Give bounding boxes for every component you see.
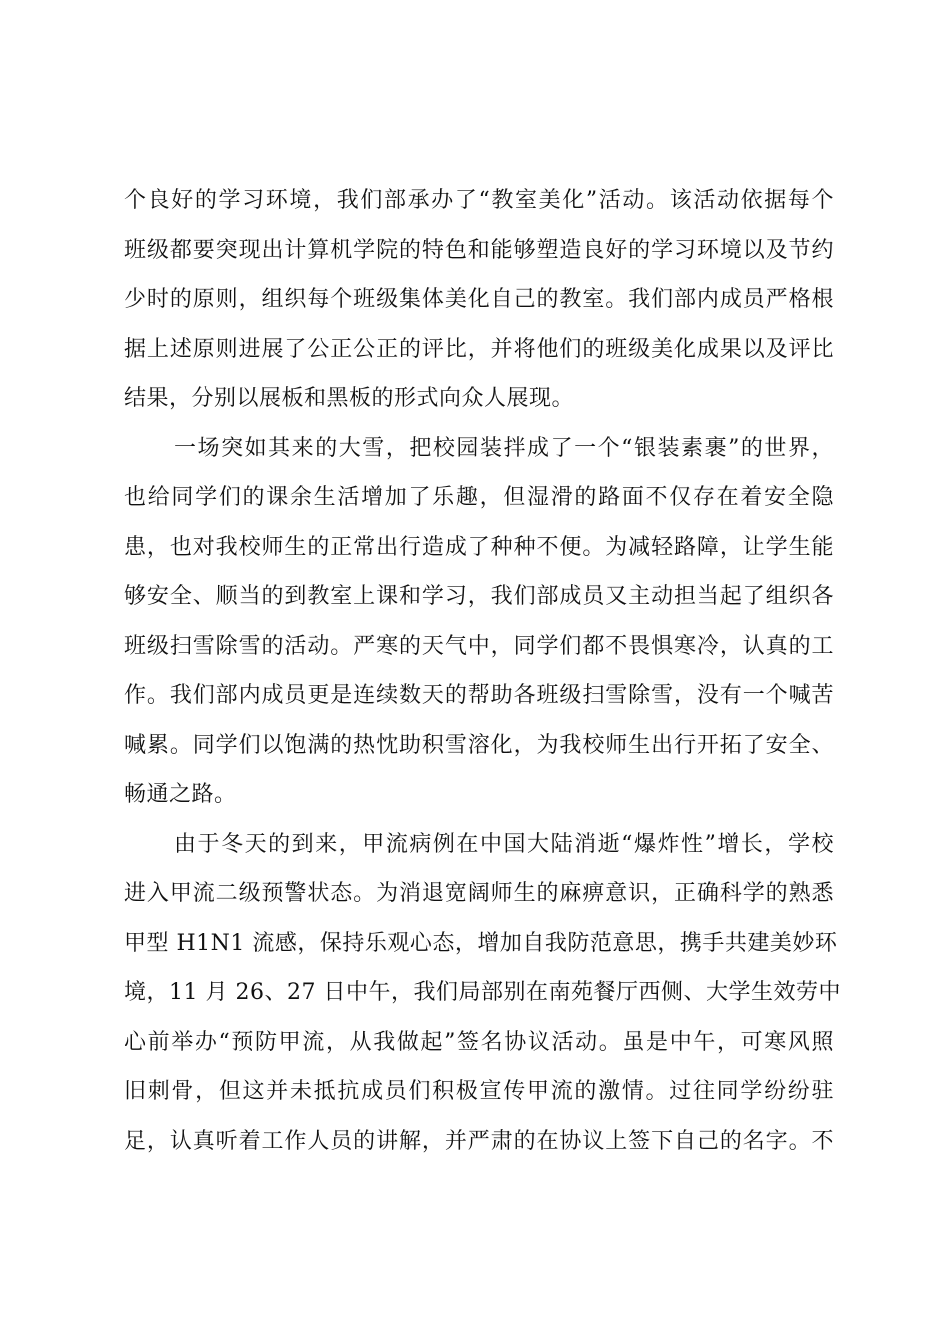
- text-line: 境，11 月 26、27 日中午，我们局部别在南苑餐厅西侧、大学生效劳中: [124, 980, 841, 1005]
- text-line: 班级扫雪除雪的活动。严寒的天气中，同学们都不畏惧寒冷，认真的工: [124, 633, 834, 659]
- text-line: 由于冬天的到来，甲流病例在中国大陆消逝“爆炸性”增长，学校: [174, 831, 834, 857]
- text-line: 进入甲流二级预警状态。为消退宽阔师生的麻痹意识，正确科学的熟悉: [124, 881, 834, 906]
- text-line: 少时的原则，组织每个班级集体美化自己的教室。我们部内成员严格根: [124, 287, 834, 312]
- paragraph-classroom-beautification: [124, 186, 834, 434]
- text-line: 班级都要突现出计算机学院的特色和能够塑造良好的学习环境以及节约: [124, 237, 834, 263]
- text-line: 结果，分别以展板和黑板的形式向众人展现。: [124, 386, 575, 411]
- text-line: 旧刺骨，但这并未抵抗成员们积极宣传甲流的激情。过往同学纷纷驻: [124, 1079, 834, 1104]
- text-line: 据上述原则进展了公正公正的评比，并将他们的班级美化成果以及评比: [124, 336, 834, 362]
- text-line: 够安全、顺当的到教室上课和学习，我们部成员又主动担当起了组织各: [124, 584, 834, 609]
- text-line: 畅通之路。: [124, 782, 237, 807]
- paragraph-snow-clearing: [124, 434, 834, 830]
- text-line: 个良好的学习环境，我们部承办了“教室美化”活动。该活动依据每个: [124, 188, 834, 213]
- text-line: 心前举办“预防甲流，从我做起”签名协议活动。虽是中午，可寒风照: [124, 1029, 834, 1055]
- text-line: 也给同学们的课余生活增加了乐趣，但湿滑的路面不仅存在着安全隐: [124, 485, 834, 510]
- text-line: 甲型 H1N1 流感，保持乐观心态，增加自我防范意思，携手共建美妙环: [124, 930, 838, 956]
- document-body: [124, 186, 841, 1176]
- text-line: 作。我们部内成员更是连续数天的帮助各班级扫雪除雪，没有一个喊苦: [124, 683, 834, 708]
- text-line: 足，认真听着工作人员的讲解，并严肃的在协议上签下自己的名字。不: [124, 1128, 834, 1154]
- text-line: 一场突如其来的大雪，把校园装拌成了一个“银装素裹”的世界，: [174, 435, 834, 461]
- text-line: 喊累。同学们以饱满的热忱助积雪溶化，为我校师生出行开拓了安全、: [124, 732, 834, 758]
- text-line: 患，也对我校师生的正常出行造成了种种不便。为减轻路障，让学生能: [124, 534, 834, 560]
- paragraph-flu-prevention: [124, 830, 841, 1177]
